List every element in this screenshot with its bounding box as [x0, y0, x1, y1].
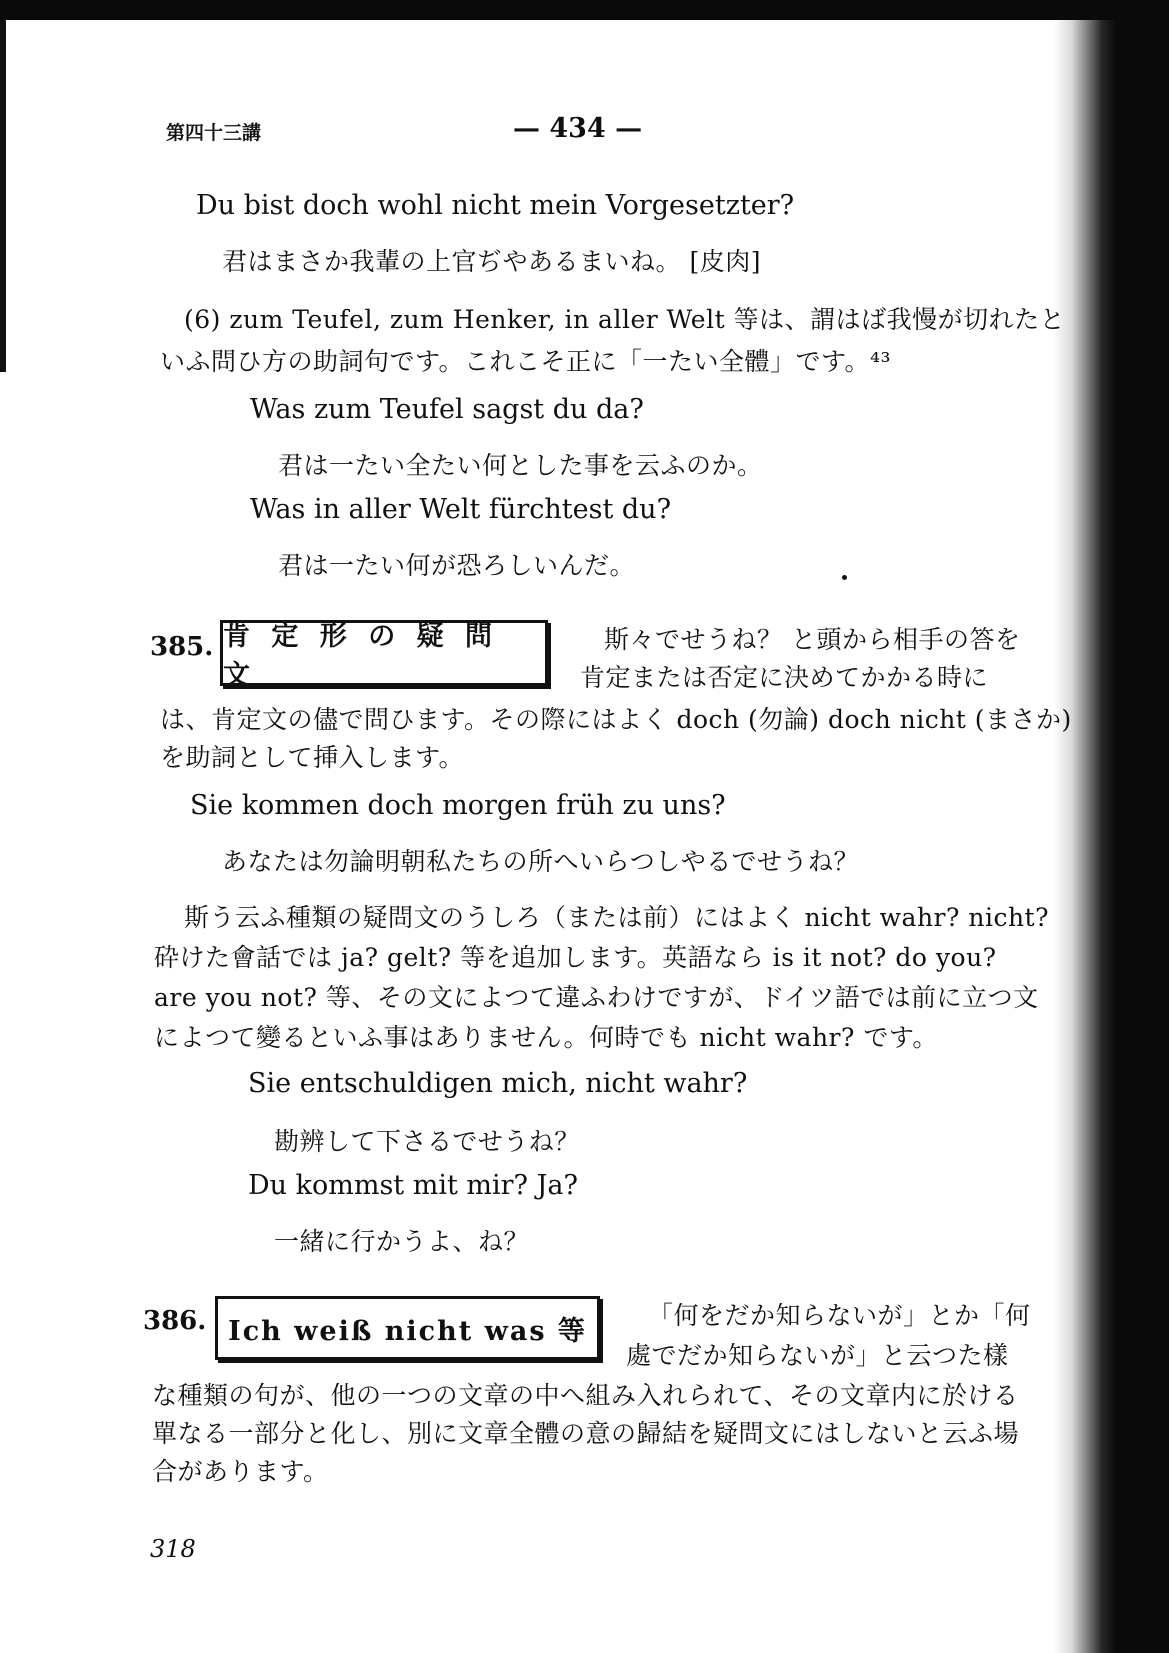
stray-mark — [842, 575, 847, 580]
body-text: 「何をだか知らないが」とか「何 — [648, 1301, 1031, 1330]
section-title-box — [215, 1296, 600, 1360]
body-text: 砕けた會話では ja? gelt? 等を追加します。英語なら is it not? do you? — [154, 943, 997, 972]
scan-top-border — [0, 0, 1169, 20]
body-text: は、肯定文の儘で問ひます。その際にはよく doch (勿論) doch nicht (まさか) — [160, 705, 1072, 734]
japanese-translation: 君は一たい全たい何とした事を云ふのか。 — [278, 451, 763, 480]
body-text: 肯定または否定に決めてかかる時に — [580, 663, 989, 692]
japanese-translation: 一緒に行かうよ、ね？ — [274, 1227, 530, 1256]
body-text: 斯々でせうね？ と頭から相手の答を — [604, 625, 1021, 654]
body-text: を助詞として挿入します。 — [160, 743, 465, 772]
german-example: Sie entschuldigen mich, nicht wahr? — [248, 1068, 748, 1099]
body-text: 單なる一部分と化し、別に文章全體の意の歸結を疑問文にはしないと云ふ場 — [152, 1419, 1020, 1448]
body-text: are you not? 等、その文によつて違ふわけですが、ドイツ語では前に立つ文 — [154, 983, 1039, 1012]
body-text: いふ問ひ方の助詞句です。これこそ正に「一たい全體」です。⁴³ — [160, 347, 892, 376]
section-number: 385. — [150, 632, 214, 662]
scan-right-edge-shadow — [1054, 20, 1169, 1653]
page-footer-number: 318 — [150, 1535, 196, 1563]
german-example: Du bist doch wohl nicht mein Vorgesetzter? — [196, 190, 795, 221]
body-text: 處でだか知らないが」と云つた樣 — [626, 1341, 1009, 1370]
japanese-translation: 君はまさか我輩の上官ぢやあるまいね。 [皮肉] — [222, 247, 761, 276]
body-text: 合があります。 — [152, 1457, 329, 1486]
japanese-translation: 勘辨して下さるでせうね？ — [274, 1127, 580, 1156]
german-example: Sie kommen doch morgen früh zu uns? — [190, 790, 726, 821]
chapter-header: 第四十三講 — [166, 122, 262, 144]
body-text: (6) zum Teufel, zum Henker, in aller Welt 等は、謂はば我慢が切れたと — [184, 305, 1066, 334]
section-number: 386. — [143, 1306, 207, 1336]
page-header-number: — 434 — — [513, 113, 643, 144]
section-title: 肯 定 形 の 疑 問 文 — [223, 621, 498, 691]
japanese-translation: あなたは勿論明朝私たちの所へいらつしやるでせうね？ — [222, 847, 860, 876]
german-example: Was zum Teufel sagst du da? — [250, 394, 644, 425]
japanese-translation: 君は一たい何が恐ろしいんだ。 — [278, 551, 636, 580]
german-example: Du kommst mit mir? Ja? — [248, 1170, 578, 1201]
body-text: な種類の句が、他の一つの文章の中へ組み入れられて、その文章内に於ける — [152, 1381, 1019, 1410]
german-example: Was in aller Welt fürchtest du? — [250, 494, 672, 525]
section-title-box — [220, 620, 548, 691]
body-text: によつて變るといふ事はありません。何時でも nicht wahr? です。 — [154, 1023, 938, 1052]
scan-left-border — [0, 20, 6, 372]
body-text: 斯う云ふ種類の疑問文のうしろ（または前）にはよく nicht wahr? nicht? — [184, 903, 1049, 932]
section-title: Ich weiß nicht was 等 — [228, 1315, 587, 1347]
